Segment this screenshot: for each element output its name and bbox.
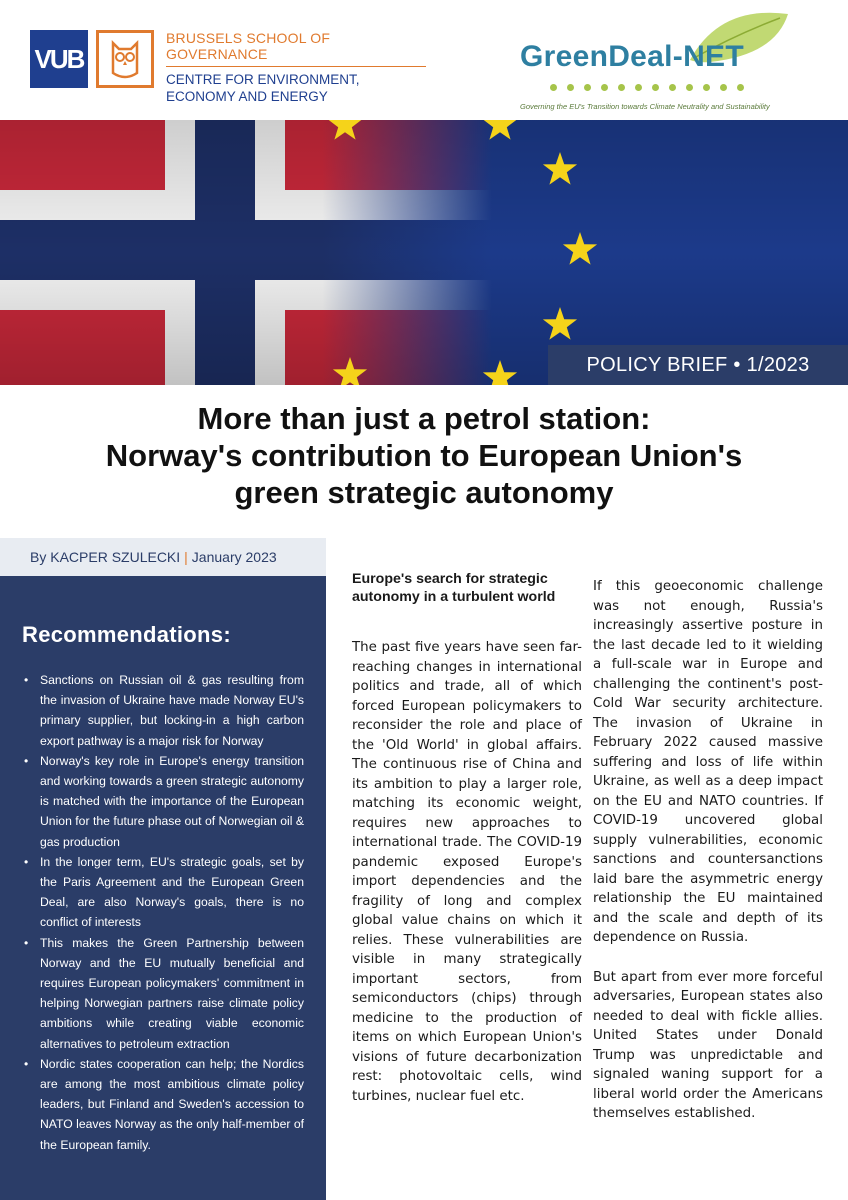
author-name: By KACPER SZULECKI bbox=[30, 549, 181, 565]
greendeal-net-tagline: Governing the EU's Transition towards Climate Neutrality and Sustainability bbox=[520, 102, 770, 111]
bsg-centre-line1: CENTRE FOR ENVIRONMENT, bbox=[166, 72, 360, 87]
body-paragraph: The past five years have seen far-reaching changes in international politics and trade, all of which forced European policymakers to reconsider the role and place of the 'Old World' in global affairs. The continuous rise of China and its ambition to play a larger role, matching its economic weight, requires new approaches to international trade. The COVID-19 pandemic exposed Europe's import dependencies and the fragility of long and complex global value chains on which it relies. These vulnerabilities are visible in many strategically important sectors, from semiconductors (chips) through medicine to the production of items on which European Union's visions of future decarbonization rest: photovoltaic cells, wind turbines, nuclear fuel etc. bbox=[352, 640, 582, 1104]
bsg-branding bbox=[166, 30, 426, 105]
vub-logo: VUB bbox=[30, 30, 88, 88]
body-paragraph: If this geoeconomic challenge was not enough, Russia's increasingly assertive posture in the last decade led to it wielding a full-scale war in Europe and challenging the continent's post-Cold War security architecture. The invasion of Ukraine in February 2022 caused massive suffering and loss of life within Ukraine, as well as a deep impact on the EU and NATO countries. If COVID-19 uncovered global supply vulnerabilities, economic sanctions and countersanctions laid bare the asymmetric energy relationship the EU maintained and the scale and depth of its dependence on Russia. bbox=[593, 579, 823, 945]
recommendation-item: • This makes the Green Partnership between Norway and the EU mutually beneficial and requires European policymakers' commitment in helping Norwegian partners raise climate policy ambitions while creating viable economic alternatives to petroleum extraction bbox=[22, 933, 304, 1054]
bsg-centre-line2: ECONOMY AND ENERGY bbox=[166, 89, 328, 104]
document-title bbox=[0, 400, 848, 511]
recommendation-item: • In the longer term, EU's strategic goals, set by the Paris Agreement and the European Green Deal, are also Norway's goals, there is no conflict of interests bbox=[22, 852, 304, 933]
recommendations-list bbox=[22, 670, 304, 1155]
title-line-3: green strategic autonomy bbox=[234, 475, 614, 510]
section-heading: Europe's search for strategic autonomy in a turbulent world bbox=[352, 571, 556, 605]
greendeal-net-title: GreenDeal-NET bbox=[520, 40, 744, 73]
body-column-2 bbox=[593, 577, 823, 1144]
title-line-2: Norway's contribution to European Union's bbox=[105, 438, 743, 473]
title-line-1: More than just a petrol station: bbox=[197, 401, 651, 436]
recommendations-heading: Recommendations: bbox=[22, 622, 231, 647]
bsg-school-name: BRUSSELS SCHOOL OF GOVERNANCE bbox=[166, 30, 426, 67]
author-bar bbox=[0, 538, 326, 576]
recommendations-sidebar bbox=[0, 576, 326, 1200]
recommendation-item: • Sanctions on Russian oil & gas resulting from the invasion of Ukraine have made Norway EU's primary supplier, but locking-in a high carbon export pathway is a major risk for Norway bbox=[22, 670, 304, 751]
recommendation-item: • Norway's key role in Europe's energy transition and working towards a green strategic autonomy is matched with the importance of the European Union for the future phase out of Norwegian oil & gas production bbox=[22, 751, 304, 852]
dots-decoration bbox=[550, 84, 744, 91]
owl-logo-icon bbox=[96, 30, 154, 88]
page-header bbox=[0, 0, 848, 120]
body-column-1 bbox=[352, 570, 582, 1126]
recommendation-item: • Nordic states cooperation can help; the Nordics are among the most ambitious climate policy leaders, but Finland and Sweden's accession to NATO leaves Norway as the only half-member of the European family. bbox=[22, 1054, 304, 1155]
greendeal-net-logo bbox=[520, 10, 820, 110]
policy-brief-tag: POLICY BRIEF • 1/2023 bbox=[548, 345, 848, 385]
body-paragraph: But apart from ever more forceful adversaries, European states also needed to deal with fickle allies. United States under Donald Trump was unpredictable and signaled waning support for a liberal world order the Americans themselves established. bbox=[593, 969, 823, 1121]
publication-date: January 2023 bbox=[191, 549, 277, 565]
author-separator: | bbox=[184, 549, 188, 565]
